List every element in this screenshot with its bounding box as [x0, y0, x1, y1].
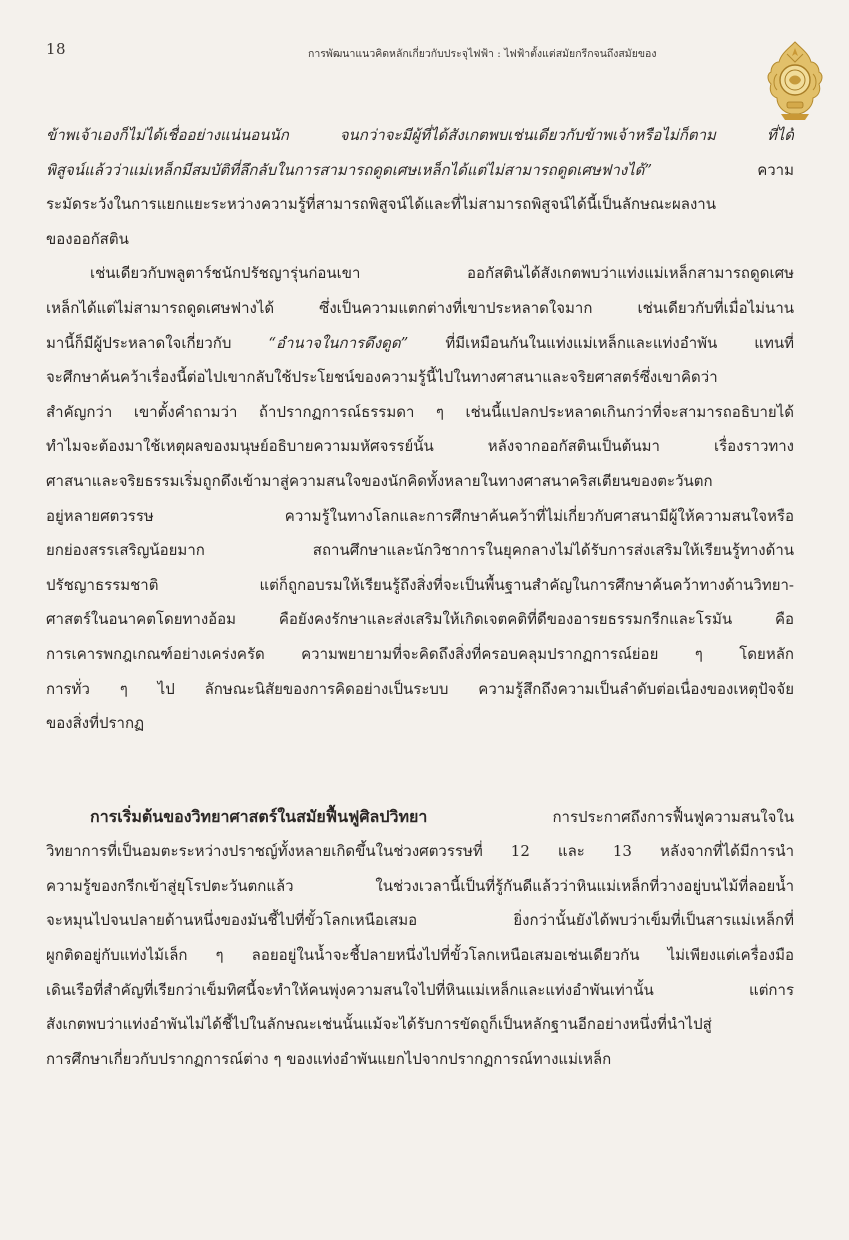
text-line: จะศึกษาค้นคว้าเรื่องนี้ต่อไปเขากลับใช้ประโยชน์ของความรู้นี้ไปในทางศาสนาและจริยศาสตร์ซึ่งเขาคิดว่า [46, 368, 718, 387]
text-line: การทั่ว ๆ ไป ลักษณะนิสัยของการคิดอย่างเป็นระบบ ความรู้สึกถึงความเป็นลำดับต่อเนื่องของเหตุปัจจัย [46, 679, 794, 698]
text-line [46, 153, 794, 188]
text-line: ศาสตร์ในอนาคตโดยทางอ้อม คือยังคงรักษาและส่งเสริมให้เกิดเจตคติที่ดีของอารยธรรมกรีกและโรมัน คือ [46, 610, 794, 629]
page-number: 18 [46, 40, 67, 58]
text-line: สังเกตพบว่าแท่งอำพันไม่ได้ชี้ไปในลักษณะเช่นนั้นแม้จะได้รับการขัดถูก็เป็นหลักฐานอีกอย่างหนึ่งที่นำไปสู่ [46, 1015, 712, 1034]
text-line: ผูกติดอยู่กับแท่งไม้เล็ก ๆ ลอยอยู่ในน้ำจะชี้ปลายหนึ่งไปที่ขั้วโลกเหนือเสมอเช่นเดียวกัน ไม่เพียงแต่เครื่องมือ [46, 946, 794, 965]
text-line: เช่นเดียวกับพลูตาร์ชนักปรัชญารุ่นก่อนเขา ออกัสตินได้สังเกตพบว่าแท่งแม่เหล็กสามารถดูดเศษ [90, 264, 794, 283]
text-line: ปรัชญาธรรมชาติ แต่ก็ถูกอบรมให้เรียนรู้ถึงสิ่งที่จะเป็นพื้นฐานสำคัญในการศึกษาค้นคว้าทางด้านวิทยา- [46, 575, 794, 594]
section-heading: การเริ่มต้นของวิทยาศาสตร์ในสมัยฟื้นฟูศิลปวิทยา [90, 806, 428, 826]
section-spacer [46, 741, 794, 800]
paragraph-2 [46, 256, 794, 740]
university-seal-icon [765, 40, 825, 124]
text-line: ศาสนาและจริยธรรมเริ่มถูกดึงเข้ามาสู่ความสนใจของนักคิดทั้งหลายในทางศาสนาคริสเตียนของตะวันตก [46, 471, 713, 490]
text-line: เหล็กได้แต่ไม่สามารถดูดเศษฟางได้ ซึ่งเป็นความแตกต่างที่เขาประหลาดใจมาก เช่นเดียวกับที่เมื่อไม่นาน [46, 298, 794, 317]
text-line: ของสิ่งที่ปรากฏ [46, 714, 145, 733]
section-renaissance [46, 800, 794, 1077]
text-line: การศึกษาเกี่ยวกับปรากฏการณ์ต่าง ๆ ของแท่งอำพันแยกไปจากปรากฏการณ์ทางแม่เหล็ก [46, 1049, 612, 1068]
text-line: เดินเรือที่สำคัญที่เรียกว่าเข็มทิศนี้จะทำให้คนพุ่งความสนใจไปที่หินแม่เหล็กและแท่งอำพันเท่านั้น แต่การ [46, 980, 794, 999]
text-fragment: ที่มีเหมือนกันในแท่งแม่เหล็กและแท่งอำพัน แทนที่ [408, 333, 794, 352]
running-header: การพัฒนาแนวคิดหลักเกี่ยวกับประจุไฟฟ้า : ไฟฟ้าตั้งแต่สมัยกรีกจนถึงสมัยของ [308, 48, 657, 60]
text-fragment: การประกาศถึงการฟื้นฟูความสนใจใน [427, 807, 794, 826]
page-body [46, 118, 794, 1076]
text-line: ยกย่องสรรเสริญน้อยมาก สถานศึกษาและนักวิชาการในยุคกลางไม่ได้รับการส่งเสริมให้เรียนรู้ทางด้าน [46, 541, 794, 560]
text-line: อยู่หลายศตวรรษ ความรู้ในทางโลกและการศึกษาค้นคว้าที่ไม่เกี่ยวกับศาสนามีผู้ให้ความสนใจหรือ [46, 506, 794, 525]
text-line [46, 326, 794, 361]
text-line: สำคัญกว่า เขาตั้งคำถามว่า ถ้าปรากฏการณ์ธรรมดา ๆ เช่นนี้แปลกประหลาดเกินกว่าที่จะสามารถอธิบายได้ [46, 402, 794, 421]
text-line: ของออกัสติน [46, 229, 129, 248]
text-line: ความรู้ของกรีกเข้าสู่ยุโรปตะวันตกแล้ว ในช่วงเวลานี้เป็นที่รู้กันดีแล้วว่าหินแม่เหล็กที่วางอยู่บนไม้ที่ลอยน้ำ [46, 876, 794, 895]
text-line: จะหมุนไปจนปลายด้านหนึ่งของมันชี้ไปที่ขั้วโลกเหนือเสมอ ยิ่งกว่านั้นยังได้พบว่าเข็มที่เป็นสารแม่เหล็กที่ [46, 911, 794, 930]
quote-text: พิสูจน์แล้วว่าแม่เหล็กมีสมบัติที่ลึกลับในการสามารถดูดเศษเหล็กได้แต่ไม่สามารถดูดเศษฟางได้” [46, 160, 653, 179]
text-fragment: ความ [652, 160, 794, 179]
quote-text: “อำนาจในการดึงดูด” [268, 333, 409, 352]
text-line: การเคารพกฎเกณฑ์อย่างเคร่งครัด ความพยายามที่จะคิดถึงสิ่งที่ครอบคลุมปรากฏการณ์ย่อย ๆ โดยหลัก [46, 644, 794, 663]
text-line: ทำไมจะต้องมาใช้เหตุผลของมนุษย์อธิบายความมหัศจรรย์นั้น หลังจากออกัสตินเป็นต้นมา เรื่องราวทาง [46, 437, 794, 456]
text-line [46, 800, 794, 835]
paragraph-1 [46, 118, 794, 256]
text-line: วิทยาการที่เป็นอมตะระหว่างปราชญ์ทั้งหลายเกิดขึ้นในช่วงศตวรรษที่ 12 และ 13 หลังจากที่ได้มีการนำ [46, 842, 794, 861]
text-line: ข้าพเจ้าเองก็ไม่ได้เชื่ออย่างแน่นอนนัก จนกว่าจะมีผู้ที่ได้สังเกตพบเช่นเดียวกับข้าพเจ้าหรือไม่ก็ตาม ที่ได้ [46, 126, 794, 144]
text-fragment: มานี้ก็มีผู้ประหลาดใจเกี่ยวกับ [46, 333, 269, 352]
text-line: ระมัดระวังในการแยกแยะระหว่างความรู้ที่สามารถพิสูจน์ได้และที่ไม่สามารถพิสูจน์ได้นี้เป็นลักษณะผลงาน [46, 195, 716, 214]
